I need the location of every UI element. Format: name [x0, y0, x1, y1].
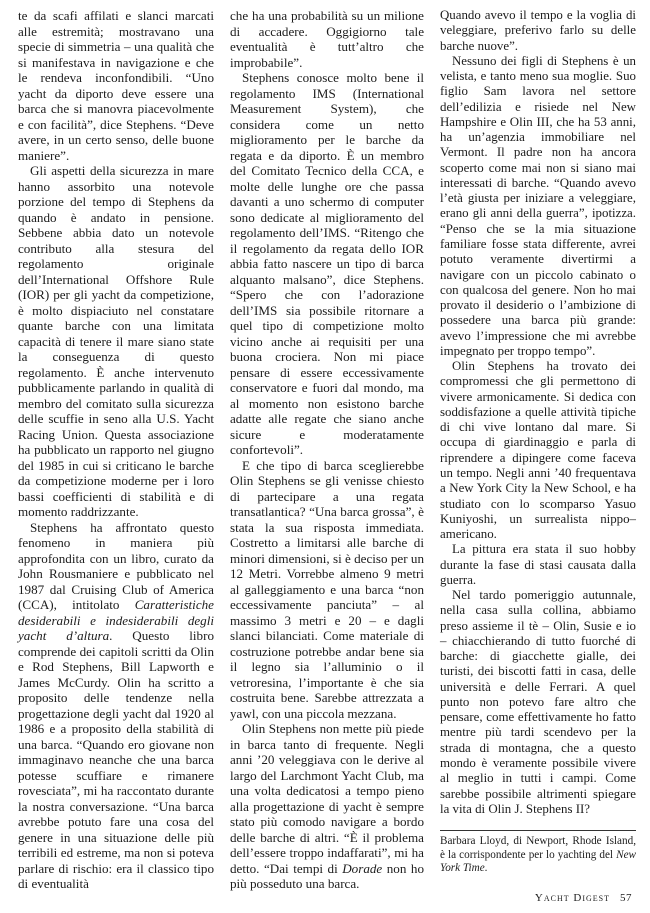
paragraph: Quando avevo il tempo e la voglia di veleggiare, preferivo farlo su delle barche nuove”. — [440, 8, 636, 53]
paragraph: te da scafi affilati e slanci marcati alle estremità; mostravano una specie di simmetria – una qualità che si manifestava in navigazione e che le rendeva inconfondibili. “Uno yacht da diporto deve essere una barca che si manovra piacevolmente e con facilità”, dice Stephens. “Deve avere, in un certo senso, delle buone maniere”. — [18, 8, 214, 163]
paragraph: Nessuno dei figli di Stephens è un velista, e tanto meno sua moglie. Suo figlio Sam lavora nel settore dell’edilizia e risiede nel New Hampshire e Olin III, che ha 53 anni, ha un’agenzia immobiliare nel Vermont. Il padre non ha ancora scoperto come mai non si siano mai interessati di barche. “Quando avevo l’età giusta per iniziare a veleggiare, erano gli anni della guerra”, ipotizza. “Penso che se la mia situazione familiare fosse stata differente, avrei potuto veramente divertirmi a navigare con un piccolo cabinato o con qualcosa del genere. Non ho mai provato il desiderio o l’ambizione di possedere una barca più grande: avevo l’impressione che mi avrebbe impegnato per troppo tempo”. — [440, 53, 636, 358]
newspaper-name: New York Time — [440, 848, 636, 874]
paragraph: che ha una probabilità su un milione di accadere. Oggigiorno tale eventualità è tutt’altro che improbabile”. — [230, 8, 424, 70]
paragraph: Gli aspetti della sicurezza in mare hanno assorbito una notevole porzione del tempo di Stephens da quando è andato in pensione. Sebbene abbia dato un notevole contributo alla stesura del regolamento originale dell’International Offshore Rule (IOR) per gli yacht da competizione, è molto dispiaciuto nel constatare quante barche con una limitata capacità di tenere il mare siano state la conseguenza di questo regolamento. È anche intervenuto pubblicamente parlando in qualità di membro del comitato sulla sicurezza delle scuffie in seno alla U.S. Yacht Racing Union. Questa associazione ha pubblicato un rapporto nel giugno del 1985 in cui si criticano le barche da competizione moderne per i loro bassi coefficienti di stabilità e di momento raddrizzante. — [18, 163, 214, 519]
paragraph: Olin Stephens ha trovato dei compromessi che gli permettono di vivere armonicamente. Si dedica con soddisfazione a quelle attività tipiche di chi vive lontano dal mare. Si occupa di giardinaggio e parla di riprendere a dipingere come faceva un tempo. Negli anni ’40 frequentava a New York City la New School, e ha studiato con lo scomparso Yasuo Kuniyoshi, un surrealista nippo–americano. — [440, 359, 636, 542]
boat-name: Dorade — [342, 860, 383, 876]
author-note-text: Barbara Lloyd, di Newport, Rhode Island, è la corrispondente per lo yachting del — [440, 835, 636, 861]
column-3 — [440, 8, 636, 817]
book-title: Caratteristiche desiderabili e indesiderabili degli yacht d’altura — [18, 597, 214, 643]
page-number: 57 — [620, 892, 632, 904]
paragraph: Nel tardo pomeriggio autunnale, nella casa sulla collina, abbiamo preso assieme il tè – Olin, Susie e io – chiacchierando di tutto fuorché di barche: di giacchette gialle, dei turisti, dei biscotti fatti in casa, delle università e delle Ferrari. A quel punto non potevo fare altro che pensare, come effettivamente ho fatto mentre più tardi scendevo per la strada di montagna, che a questo mondo è veramente possibile vivere al meglio in tutti i campi. Come sarebbe possibile altrimenti spiegare la vita di Olin J. Stephens II? — [440, 588, 636, 816]
paragraph-text: Olin Stephens non mette più piede in barca tanto di frequente. Negli anni ’20 veleggiava con le derive al largo del Larchmont Yacht Club, ma una volta dedicatosi a tempo pieno alla progettazione di yacht è sempre stato più comodo navigare a bordo delle barche di altri. “È il problema dell’essere troppo indaffarati”, mi ha detto. “Dai tempi di — [230, 721, 424, 876]
author-note-end: . — [484, 862, 488, 874]
paragraph-text: . Questo libro comprende dei capitoli scritti da Olin e Rod Stephens, Bill Lapworth e James McCurdy. Olin ha scritto a proposito delle tendenze nella progettazione degli yacht dal 1920 al 1986 e a proposito della stabilità di una barca. “Quando ero giovane non immaginavo neanche che una barca potesse scuffiare e rimanere rovesciata”, mi ha raccontato durante la nostra conversazione. “Una barca avrebbe potuto fare una cosa del genere in una situazione delle più terribili ed estreme, ma non si poteva parlare di rischio: era il classico tipo di eventualità — [18, 628, 214, 891]
author-note — [440, 830, 636, 876]
column-1 — [18, 8, 214, 892]
paragraph: E che tipo di barca sceglierebbe Olin Stephens se gli venisse chiesto di partecipare a una regata transatlantica? “Una barca grossa”, è stata la sua risposta immediata. Costretto a limitarsi alle barche di minori dimensioni, si è deciso per un 12 Metri. Vorrebbe almeno 9 metri al galleggiamento e una barca “non eccessivamente panciuta” – al massimo 3 metri e 20 – e dagli slanci bilanciati. Come materiale di costruzione potrebbe andar bene sia il legno sia l’alluminio o il vetroresina, l’importante è che sia costruita bene. Sarebbe attrezzata a yawl, con una piccola mezzana. — [230, 457, 424, 721]
paragraph: Stephens conosce molto bene il regolamento IMS (International Measurement System), che considera come un netto miglioramento per le barche da regata e da diporto. È un membro del Comitato Tecnico della CCA, e molte delle lunghe ore che passa davanti a uno schermo di computer sono dedicate al miglioramento del regolamento dell’IMS. “Ritengo che il regolamento da regata dello IOR abbia fatto nascere un tipo di barca alquanto malsano”, dice Stephens. “Spero che con l’adorazione dell’IMS sia possibile ritornare a quel tipo di competizione molto vicino anche ai requisiti per una buona crociera. Non mi piace pensare di essere eccessivamente conservatore e fuori dal mondo, ma al momento non esistono barche adatte alle regate che siano anche sicure e moderatamente confortevoli”. — [230, 70, 424, 457]
publication-name: Yacht Digest — [534, 892, 610, 904]
paragraph-text: non ho più posseduto una barca. — [230, 860, 424, 891]
page-footer — [535, 892, 632, 904]
paragraph — [230, 721, 424, 892]
column-2 — [230, 8, 424, 892]
paragraph-text: Stephens ha affrontato questo fenomeno in maniera più approfondita con un libro, curato da John Rousmaniere e pubblicato nel 1987 dal Cruising Club of America (CCA), intitolato — [18, 519, 214, 612]
paragraph — [18, 520, 214, 892]
paragraph: La pittura era stata il suo hobby durante la fase di stasi causata dalla guerra. — [440, 542, 636, 587]
